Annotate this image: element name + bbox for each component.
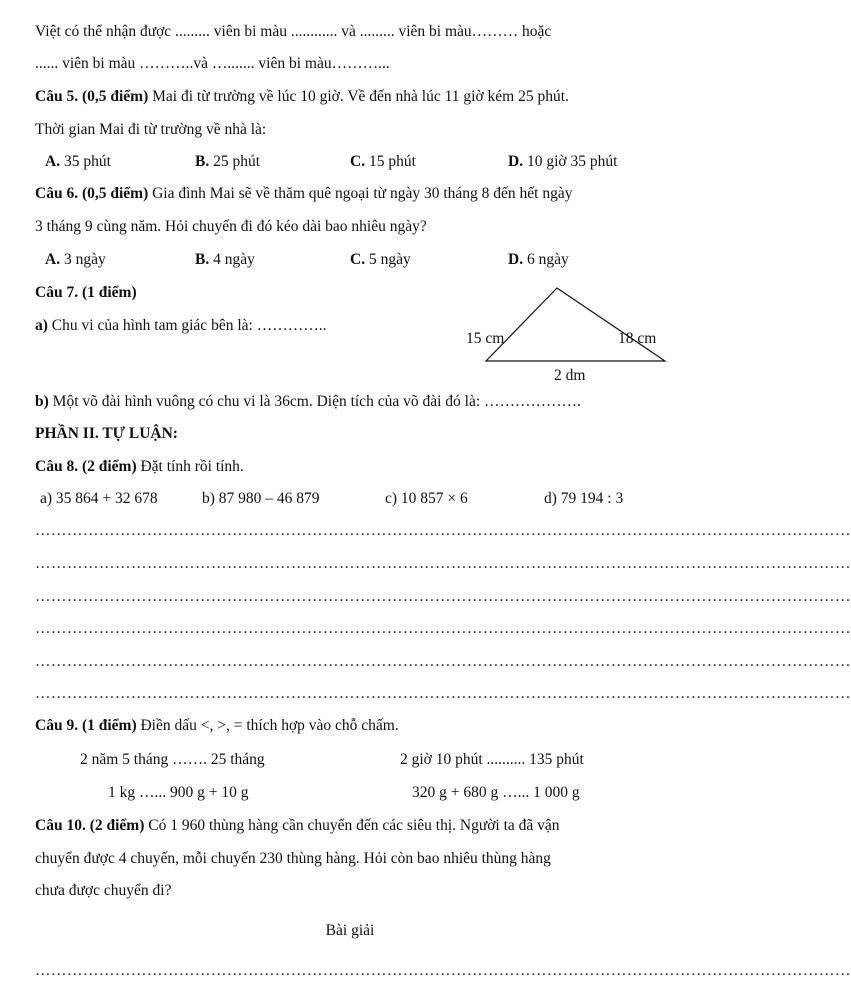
q8-item-a: a) 35 864 + 32 678 xyxy=(40,490,158,507)
q8-item-d: d) 79 194 : 3 xyxy=(544,490,624,507)
part-2-title: PHẦN II. TỰ LUẬN: xyxy=(35,425,178,442)
q9-line xyxy=(35,716,399,736)
answer-line: ……………………………………………………………………………………………………………………………………… xyxy=(35,555,851,572)
q10-line-1 xyxy=(35,816,560,836)
q6-option-b: B. 4 ngày xyxy=(195,251,255,268)
q6-option-a: A. 3 ngày xyxy=(45,251,106,268)
q5-label: Câu 5. (0,5 điểm) xyxy=(35,88,149,105)
q9-item-1: 2 năm 5 tháng ……. 25 tháng xyxy=(80,751,265,768)
q10-text-1: Có 1 960 thùng hàng cần chuyển đến các siêu thị. Người ta đã vận xyxy=(144,817,560,834)
q8-label: Câu 8. (2 điểm) xyxy=(35,458,137,475)
q5-option-c: C. 15 phút xyxy=(350,153,416,170)
intro-line-1: Việt có thể nhận được ......... viên bi màu ............ và ......... viên bi màu……… hoặc xyxy=(35,23,552,40)
q5-option-a: A. 35 phút xyxy=(45,153,111,170)
triangle-right-side-label: 18 cm xyxy=(618,330,657,347)
answer-line: ……………………………………………………………………………………………………………………………………… xyxy=(35,653,851,670)
q5-text-2: Thời gian Mai đi từ trường về nhà là: xyxy=(35,121,267,138)
q9-label: Câu 9. (1 điểm) xyxy=(35,717,137,734)
q9-item-4: 320 g + 680 g …... 1 000 g xyxy=(412,784,580,801)
q6-text-2: 3 tháng 9 cùng năm. Hỏi chuyến đi đó kéo dài bao nhiêu ngày? xyxy=(35,218,427,235)
q5-line-1 xyxy=(35,87,569,107)
triangle-figure xyxy=(460,282,675,392)
q8-line xyxy=(35,457,244,477)
q6-line-1 xyxy=(35,184,572,204)
q5-text-1: Mai đi từ trường về lúc 10 giờ. Về đến nhà lúc 11 giờ kém 25 phút. xyxy=(148,88,569,105)
q7-part-b: b) Một võ đài hình vuông có chu vi là 36cm. Diện tích của võ đài đó là: ………………. xyxy=(35,393,581,410)
q7-part-a: a) Chu vi của hình tam giác bên là: ………….. xyxy=(35,317,327,334)
triangle-shape xyxy=(486,288,665,361)
solution-title: Bài giải xyxy=(325,922,375,939)
q8-item-b: b) 87 980 – 46 879 xyxy=(202,490,320,507)
q9-text: Điền dấu <, >, = thích hợp vào chỗ chấm. xyxy=(136,717,399,734)
q6-label: Câu 6. (0,5 điểm) xyxy=(35,185,149,202)
q10-text-3: chưa được chuyển đi? xyxy=(35,882,172,899)
q9-item-3: 1 kg …... 900 g + 10 g xyxy=(108,784,249,801)
triangle-left-side-label: 15 cm xyxy=(466,330,505,347)
q7-label: Câu 7. (1 điểm) xyxy=(35,284,137,301)
q6-text-1: Gia đình Mai sẽ về thăm quê ngoại từ ngày 30 tháng 8 đến hết ngày xyxy=(148,185,573,202)
answer-line: ……………………………………………………………………………………………………………………………………… xyxy=(35,588,851,605)
q8-text: Đặt tính rồi tính. xyxy=(136,458,244,475)
q6-option-d: D. 6 ngày xyxy=(508,251,569,268)
answer-line: ……………………………………………………………………………………………………………………………………… xyxy=(35,685,851,702)
intro-line-2: ...... viên bi màu ………..và …....... viên bi màu………... xyxy=(35,55,390,72)
q6-option-c: C. 5 ngày xyxy=(350,251,411,268)
q10-text-2: chuyển được 4 chuyến, mỗi chuyến 230 thùng hàng. Hỏi còn bao nhiêu thùng hàng xyxy=(35,850,551,867)
q8-item-c: c) 10 857 × 6 xyxy=(385,490,468,507)
q9-item-2: 2 giờ 10 phút .......... 135 phút xyxy=(400,751,584,768)
q5-option-b: B. 25 phút xyxy=(195,153,261,170)
triangle-base-label: 2 dm xyxy=(554,367,586,384)
answer-line: ……………………………………………………………………………………………………………………………………… xyxy=(35,522,851,539)
answer-line: ……………………………………………………………………………………………………………………………………… xyxy=(35,620,851,637)
q10-label: Câu 10. (2 điểm) xyxy=(35,817,145,834)
q5-option-d: D. 10 giờ 35 phút xyxy=(508,153,618,170)
answer-line: ……………………………………………………………………………………………………………………………………… xyxy=(35,962,851,979)
